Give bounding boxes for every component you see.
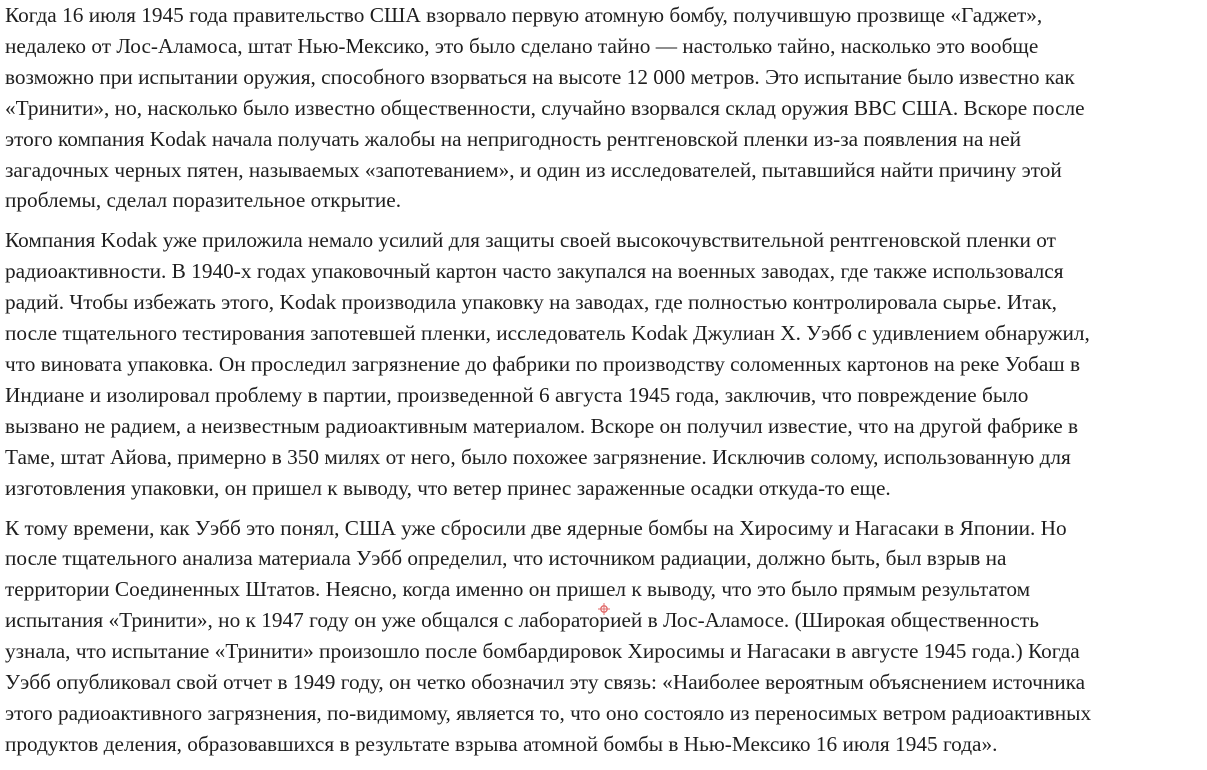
text-line: загадочных черных пятен, называемых «запотеванием», и один из исследователей, пытавшийся найти причину этой [5,157,1062,182]
paragraph-1 [5,0,1205,216]
paragraph-3 [5,513,1205,760]
text-line: испытания «Тринити», но к 1947 году он уже общался с лабораторией в Лос-Аламосе. (Широкая общественность [5,608,1039,633]
text-line: после тщательного тестирования запотевшей пленки, исследователь Kodak Джулиан Х. Уэбб с удивлением обнаружил, [5,321,1090,346]
text-line: узнала, что испытание «Тринити» произошло после бомбардировок Хиросимы и Нагасаки в августе 1945 года.) Когда [5,639,1080,664]
text-line: недалеко от Лос-Аламоса, штат Нью-Мексико, это было сделано тайно — настолько тайно, насколько это вообще [5,33,1039,58]
text-line: что виновата упаковка. Он проследил загрязнение до фабрики по производству соломенных картонов на реке Уобаш в [5,351,1081,376]
paragraph-2 [5,225,1205,503]
text-line: Индиане и изолировал проблему в партии, произведенной 6 августа 1945 года, заключив, что повреждение было [5,382,1029,407]
text-line: радий. Чтобы избежать этого, Kodak производила упаковку на заводах, где полностью контролировала сырье. Итак, [5,290,1057,315]
text-line: Когда 16 июля 1945 года правительство США взорвало первую атомную бомбу, получившую прозвище «Гаджет», [5,3,1043,27]
text-line: после тщательного анализа материала Уэбб определил, что источником радиации, должно быть, был взрыв на [5,546,1007,571]
text-line: К тому времени, как Уэбб это понял, США уже сбросили две ядерные бомбы на Хиросиму и Нагасаки в Японии. Но [5,515,1067,540]
text-line: вызвано не радием, а неизвестным радиоактивным материалом. Вскоре он получил известие, что на другой фабрике в [5,413,1079,438]
text-line: радиоактивности. В 1940-х годах упаковочный картон часто закупался на военных заводах, где также использовался [5,259,1064,284]
text-line: Уэбб опубликовал свой отчет в 1949 году, он четко обозначил эту связь: «Наиболее вероятным объяснением источника [5,670,1086,695]
text-line: Компания Kodak уже приложила немало усилий для защиты своей высокочувствительной рентгеновской пленки от [5,228,1056,253]
article-body [5,0,1205,760]
text-line: изготовления упаковки, он пришел к выводу, что ветер принес зараженные осадки откуда-то еще. [5,475,891,500]
text-line: этого радиоактивного загрязнения, по-видимому, является то, что оно состояло из переносимых ветром радиоактивных [5,700,1092,725]
text-line: «Тринити», но, насколько было известно общественности, случайно взорвался склад оружия ВВС США. Вскоре после [5,95,1085,120]
text-line: территории Соединенных Штатов. Неясно, когда именно он пришел к выводу, что это было прямым результатом [5,577,1031,602]
text-line: Таме, штат Айова, примерно в 350 милях от него, было похожее загрязнение. Исключив солому, использованную для [5,444,1071,469]
crosshair-cursor-icon [598,603,610,615]
text-line: продуктов деления, образовавшихся в результате взрыва атомной бомбы в Нью-Мексико 16 июля 1945 года». [5,731,998,756]
text-line: этого компания Kodak начала получать жалобы на непригодность рентгеновской пленки из-за появления на ней [5,126,1022,151]
text-line: проблемы, сделал поразительное открытие. [5,188,402,213]
text-line: возможно при испытании оружия, способного взорваться на высоте 12 000 метров. Это испытание было известно как [5,64,1075,89]
